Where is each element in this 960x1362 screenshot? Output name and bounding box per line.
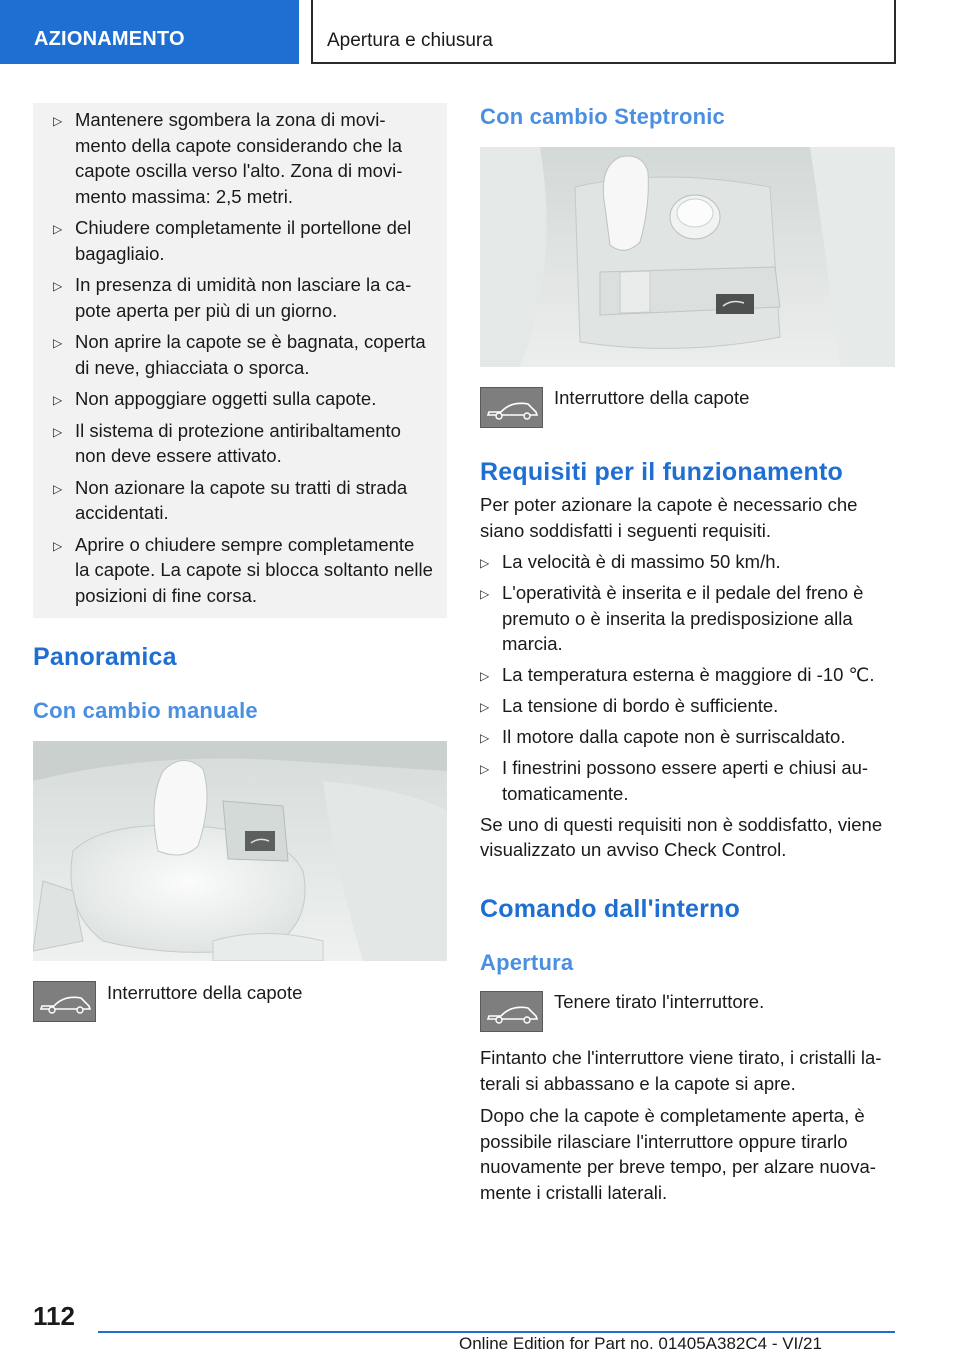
- triangle-bullet-icon: ▷: [53, 336, 63, 350]
- triangle-bullet-icon: ▷: [53, 424, 63, 439]
- chapter-tab: [311, 0, 896, 64]
- triangle-bullet-icon: ▷: [480, 700, 490, 714]
- triangle-bullet-icon: ▷: [480, 731, 490, 745]
- interior-control-heading: Comando dall'interno: [480, 895, 740, 923]
- opening-caption: Tenere tirato l'interruttore.: [554, 991, 765, 1012]
- safety-note-box: [33, 103, 447, 618]
- triangle-bullet-icon: ▷: [53, 481, 63, 496]
- triangle-bullet-icon: ▷: [480, 587, 490, 601]
- triangle-bullet-icon: ▷: [53, 279, 63, 293]
- requirements-heading: Requisiti per il funzionamento: [480, 458, 843, 486]
- list-item: ▷ Non azionare la capote su tratti di strada accidentati.: [53, 476, 408, 523]
- opening-text: [480, 1045, 896, 1205]
- requirements-intro: Per poter azionare la capote è necessario che siano soddisfatti i seguenti requisiti.: [480, 494, 858, 541]
- manual-console-photo: [33, 741, 447, 961]
- chapter-title: Apertura e chiusura: [327, 30, 493, 51]
- requirements-section: [480, 458, 896, 863]
- convertible-roof-icon: [33, 981, 96, 1022]
- triangle-bullet-icon: ▷: [53, 393, 63, 407]
- list-item: ▷ Aprire o chiudere sempre completamente la capote. La capote si blocca soltanto nelle posizioni di fine corsa.: [53, 533, 433, 606]
- requirements-outro: Se uno di questi requisiti non è soddisfatto, viene visualizzato un avviso Check Control.: [480, 813, 883, 860]
- list-item: ▷ L'operatività è inserita e il pedale del freno è premuto o è inserita la predisposizione alla marcia.: [480, 582, 864, 654]
- page-number: 112: [33, 1301, 75, 1331]
- convertible-roof-icon: [480, 991, 543, 1032]
- opening-paragraph-1: Fintanto che l'interruttore viene tirato, i cristalli la-terali si abbassano e la capote si apre.: [480, 1047, 882, 1094]
- triangle-bullet-icon: ▷: [480, 669, 490, 683]
- list-item: ▷ Mantenere sgombera la zona di movi-mento della capote considerando che la capote oscilla verso l'alto. Zona di movi-mento massima: 2,5 metri.: [53, 109, 403, 207]
- manual-switch-caption: Interruttore della capote: [107, 982, 303, 1003]
- footer-divider: [98, 1331, 895, 1333]
- list-item: ▷ Il motore dalla capote non è surriscaldato.: [480, 724, 896, 750]
- list-item: ▷ La velocità è di massimo 50 km/h.: [480, 549, 896, 575]
- safety-note-list: [53, 103, 433, 608]
- triangle-bullet-icon: ▷: [53, 222, 63, 236]
- section-tab: [0, 0, 299, 64]
- list-item: ▷ Non aprire la capote se è bagnata, coperta di neve, ghiacciata o sporca.: [53, 331, 426, 378]
- list-item: ▷ In presenza di umidità non lasciare la ca-pote aperta per più di un giorno.: [53, 274, 412, 321]
- list-item: ▷ Chiudere completamente il portellone del bagagliaio.: [53, 217, 412, 264]
- opening-heading: Apertura: [480, 950, 574, 975]
- triangle-bullet-icon: ▷: [53, 538, 63, 553]
- steptronic-heading: Con cambio Steptronic: [480, 104, 725, 129]
- list-item: ▷ La temperatura esterna è maggiore di -10 ℃.: [480, 662, 896, 688]
- convertible-roof-icon: [480, 387, 543, 428]
- requirements-list: [480, 549, 896, 806]
- manual-gearbox-heading: Con cambio manuale: [33, 698, 258, 723]
- opening-paragraph-2: Dopo che la capote è completamente aperta, è possibile rilasciare l'interruttore oppure tirarlo nuovamente per breve tempo, per alzare nuova-mente i cristalli laterali.: [480, 1105, 876, 1203]
- triangle-bullet-icon: ▷: [480, 762, 490, 776]
- triangle-bullet-icon: ▷: [480, 556, 490, 570]
- list-item: ▷ Non appoggiare oggetti sulla capote.: [53, 386, 433, 412]
- steptronic-console-illustration: [480, 147, 895, 367]
- triangle-bullet-icon: ▷: [53, 114, 63, 128]
- list-item: ▷ Il sistema di protezione antiribaltamento non deve essere attivato.: [53, 419, 401, 466]
- overview-heading: Panoramica: [33, 643, 177, 671]
- section-title: AZIONAMENTO: [34, 28, 185, 50]
- manual-console-illustration: [33, 741, 447, 961]
- list-item: ▷ La tensione di bordo è sufficiente.: [480, 693, 896, 719]
- steptronic-console-photo: [480, 147, 895, 367]
- list-item: ▷ I finestrini possono essere aperti e chiusi au-tomaticamente.: [480, 757, 869, 804]
- steptronic-switch-caption: Interruttore della capote: [554, 387, 750, 408]
- edition-footer: Online Edition for Part no. 01405A382C4 - VI/21: [459, 1334, 822, 1353]
